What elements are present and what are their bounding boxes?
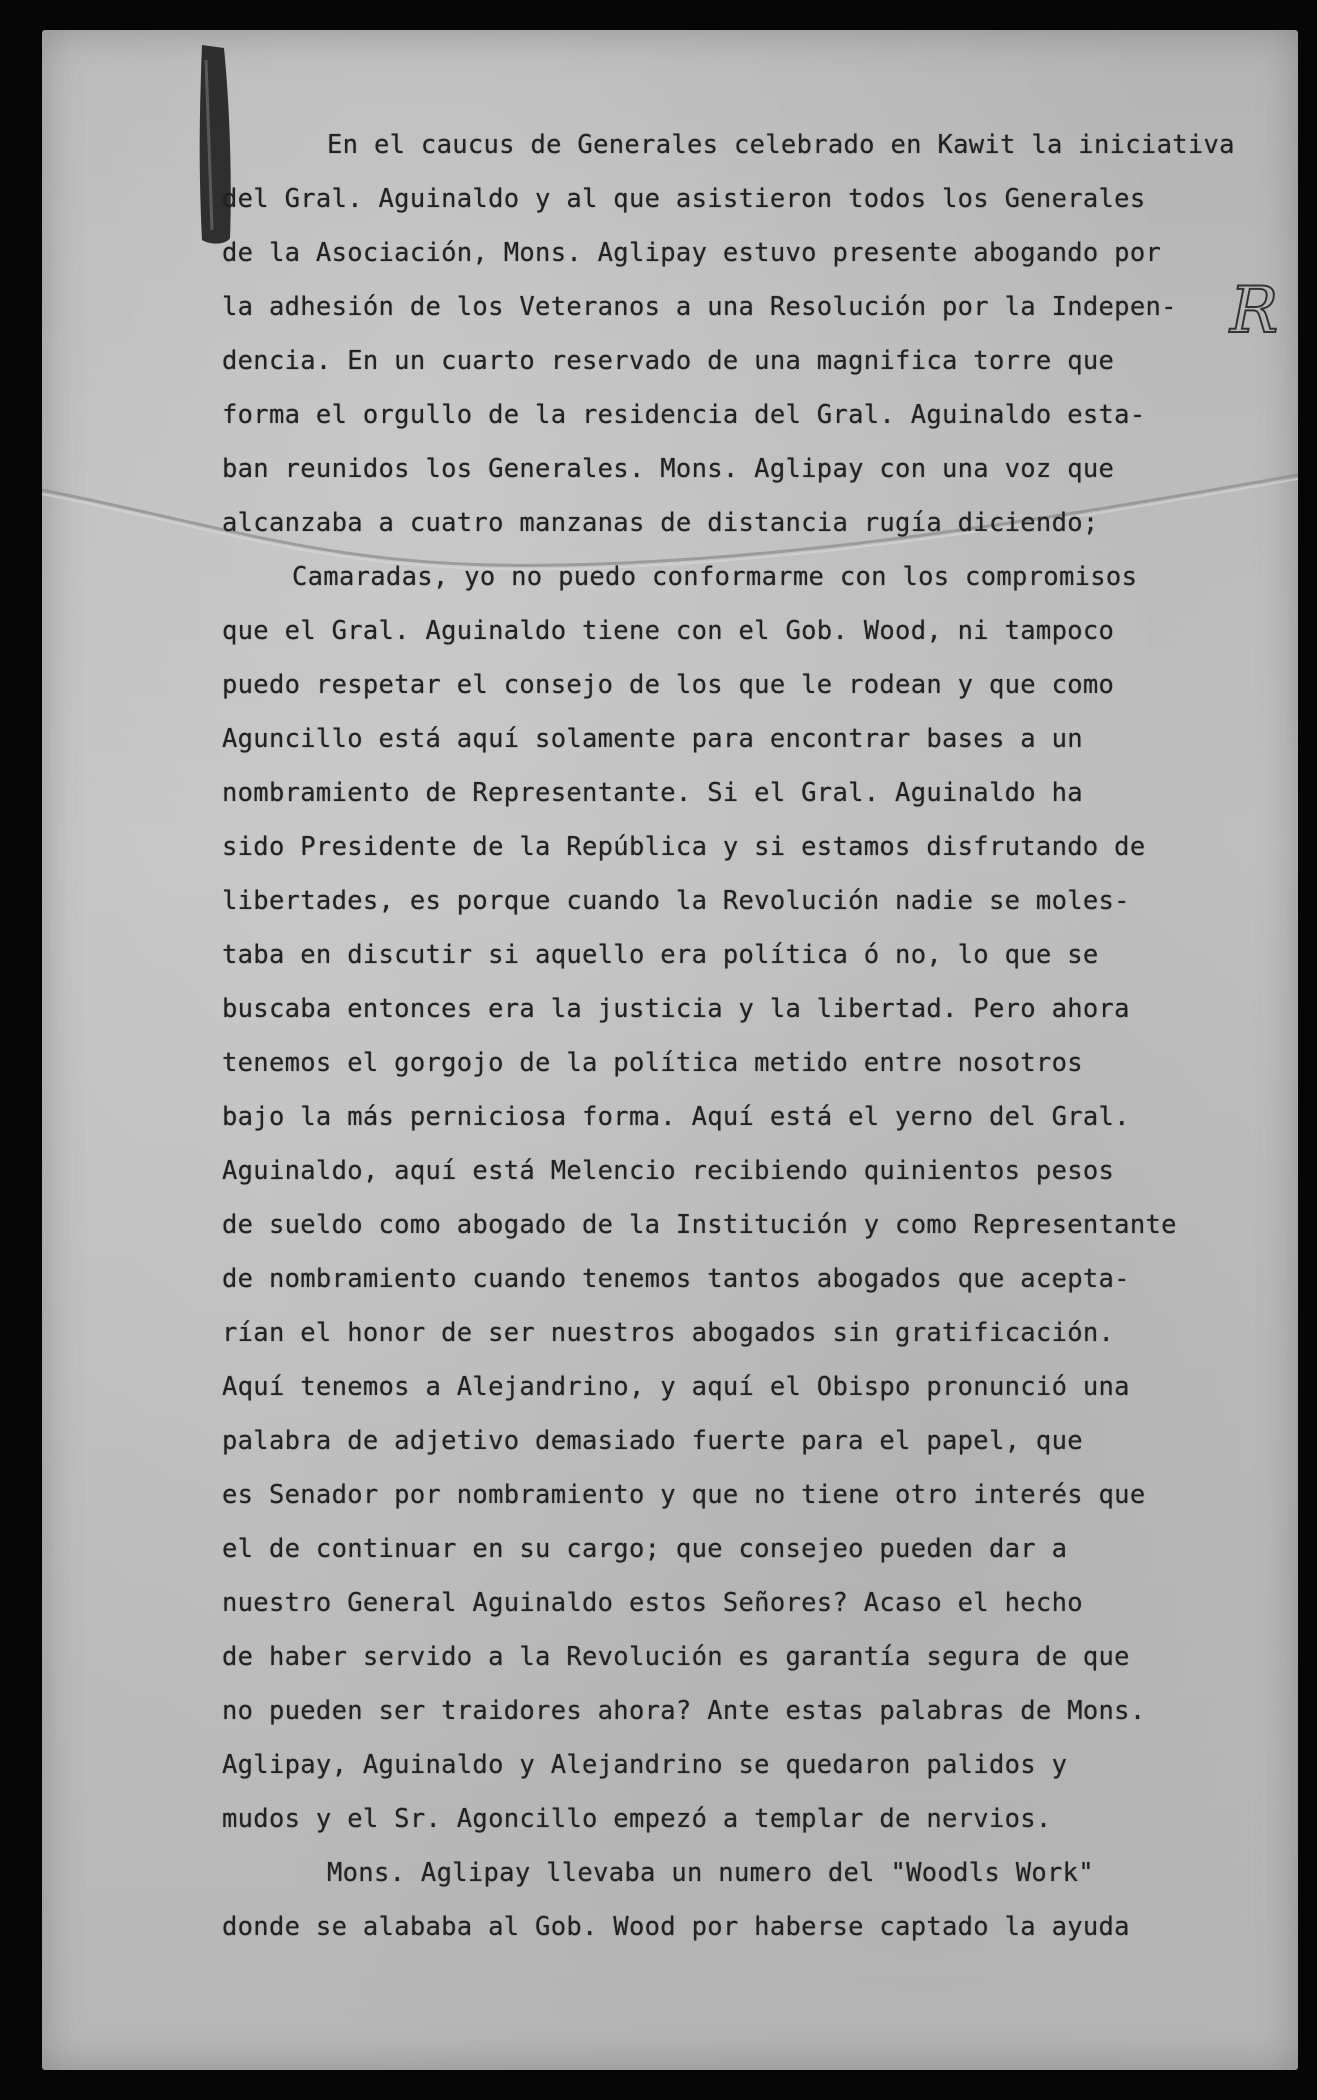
svg-text:R: R	[1230, 274, 1279, 348]
text-line: que el Gral. Aguinaldo tiene con el Gob. Wood, ni tampoco	[222, 616, 1115, 646]
text-line: puedo respetar el consejo de los que le rodean y que como	[222, 670, 1115, 700]
text-line: de sueldo como abogado de la Institución y como Representante	[222, 1210, 1177, 1240]
text-line: libertades, es porque cuando la Revolución nadie se moles-	[222, 886, 1130, 916]
text-line: el de continuar en su cargo; que consejeo pueden dar a	[222, 1534, 1068, 1564]
text-line: bajo la más perniciosa forma. Aquí está el yerno del Gral.	[222, 1102, 1130, 1132]
text-line: Aglipay, Aguinaldo y Alejandrino se quedaron palidos y	[222, 1750, 1068, 1780]
text-line: taba en discutir si aquello era política ó no, lo que se	[222, 940, 1099, 970]
text-line: no pueden ser traidores ahora? Ante estas palabras de Mons.	[222, 1696, 1146, 1726]
text-line: la adhesión de los Veteranos a una Resolución por la Indepen-	[222, 292, 1177, 322]
text-line: mudos y el Sr. Agoncillo empezó a templar de nervios.	[222, 1804, 1052, 1834]
text-line: del Gral. Aguinaldo y al que asistieron todos los Generales	[222, 184, 1146, 214]
text-line: palabra de adjetivo demasiado fuerte para el papel, que	[222, 1426, 1083, 1456]
text-line: de nombramiento cuando tenemos tantos abogados que acepta-	[222, 1264, 1130, 1294]
text-line: Mons. Aglipay llevaba un numero del "Woodls Work"	[327, 1858, 1094, 1888]
text-line: En el caucus de Generales celebrado en Kawit la iniciativa	[327, 130, 1235, 160]
text-line: dencia. En un cuarto reservado de una magnifica torre que	[222, 346, 1115, 376]
text-line: donde se alababa al Gob. Wood por haberse captado la ayuda	[222, 1912, 1130, 1942]
text-line: Aquí tenemos a Alejandrino, y aquí el Obispo pronunció una	[222, 1372, 1130, 1402]
text-line: buscaba entonces era la justicia y la libertad. Pero ahora	[222, 994, 1130, 1024]
text-line: nombramiento de Representante. Si el Gral. Aguinaldo ha	[222, 778, 1083, 808]
text-line: ban reunidos los Generales. Mons. Aglipay con una voz que	[222, 454, 1115, 484]
handwritten-r-mark	[1222, 270, 1292, 350]
text-line: de la Asociación, Mons. Aglipay estuvo presente abogando por	[222, 238, 1162, 268]
text-line: Aguinaldo, aquí está Melencio recibiendo quinientos pesos	[222, 1156, 1115, 1186]
text-line: Camaradas, yo no puedo conformarme con los compromisos	[292, 562, 1138, 592]
staple-hole-mark	[172, 40, 252, 250]
typewritten-page	[42, 30, 1298, 2070]
text-line: de haber servido a la Revolución es garantía segura de que	[222, 1642, 1130, 1672]
text-line: rían el honor de ser nuestros abogados sin gratificación.	[222, 1318, 1115, 1348]
text-line: tenemos el gorgojo de la política metido entre nosotros	[222, 1048, 1083, 1078]
text-line: alcanzaba a cuatro manzanas de distancia rugía diciendo;	[222, 508, 1099, 538]
text-line: Aguncillo está aquí solamente para encontrar bases a un	[222, 724, 1083, 754]
text-line: sido Presidente de la República y si estamos disfrutando de	[222, 832, 1146, 862]
text-line: forma el orgullo de la residencia del Gral. Aguinaldo esta-	[222, 400, 1146, 430]
text-line: es Senador por nombramiento y que no tiene otro interés que	[222, 1480, 1146, 1510]
text-line: nuestro General Aguinaldo estos Señores? Acaso el hecho	[222, 1588, 1083, 1618]
